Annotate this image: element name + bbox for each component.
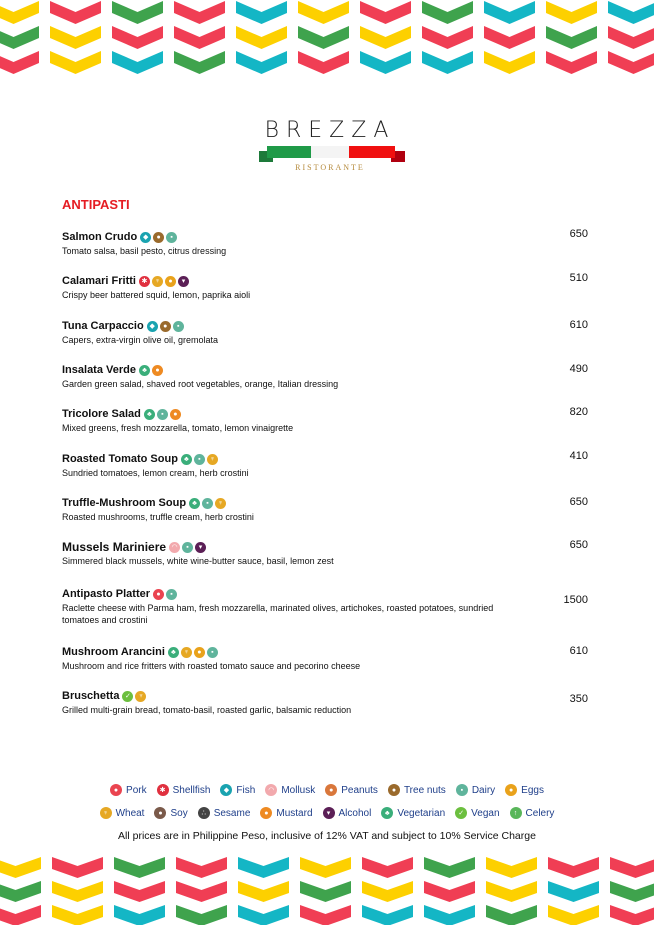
vegetarian-icon: ♣: [139, 365, 150, 376]
legend-entry-wheat: [100, 807, 145, 819]
item-description: Roasted mushrooms, truffle cream, herb crostini: [62, 512, 254, 522]
legend-label: Vegan: [471, 807, 500, 819]
item-price: 610: [569, 319, 588, 331]
chevron: [0, 857, 41, 878]
chevron: [114, 857, 165, 878]
chevron: [0, 905, 41, 925]
chevron: [52, 905, 103, 925]
item-price: 820: [569, 406, 588, 418]
legend-label: Soy: [170, 807, 188, 819]
vegan-icon: ✓: [455, 807, 467, 819]
item-name-row: [62, 645, 592, 659]
menu-item: [62, 452, 592, 479]
item-price: 650: [569, 539, 588, 551]
chevron: [486, 857, 537, 878]
chevron: [424, 857, 475, 878]
item-price: 610: [569, 645, 588, 657]
legend-entry-eggs: [505, 784, 544, 796]
chevron: [300, 857, 351, 878]
legend-entry-pork: [110, 784, 147, 796]
chevron: [610, 857, 654, 878]
eggs-icon: ●: [165, 276, 176, 287]
item-name-row: [62, 274, 592, 288]
item-description: Grilled multi-grain bread, tomato-basil, roasted garlic, balsamic reduction: [62, 705, 352, 715]
chevron: [0, 51, 39, 74]
chevron: [422, 1, 473, 24]
menu-item: [62, 496, 592, 523]
treenuts-icon: ●: [388, 784, 400, 796]
item-name: Tricolore Salad: [62, 408, 141, 420]
item-description: Garden green salad, shaved root vegetables, orange, Italian dressing: [62, 379, 339, 389]
item-name: Mussels Mariniere: [62, 540, 167, 554]
item-name-row: [62, 452, 592, 466]
section-title: ANTIPASTI: [62, 197, 130, 212]
mustard-icon: ●: [170, 409, 181, 420]
legend-entry-mollusk: [265, 784, 315, 796]
chevron: [422, 26, 473, 49]
chevron: [174, 26, 225, 49]
item-name: Mushroom Arancini: [62, 646, 165, 658]
allergen-legend-row: [0, 784, 654, 796]
chevron: [362, 881, 413, 902]
legend-entry-vegetarian: [381, 807, 445, 819]
legend-label: Tree nuts: [403, 784, 446, 796]
dairy-icon: ▪: [194, 454, 205, 465]
item-description: Simmered black mussels, white wine-butter sauce, basil, lemon zest: [62, 556, 334, 566]
vegetarian-icon: ♣: [144, 409, 155, 420]
chevron: [362, 905, 413, 925]
dairy-icon: ▪: [157, 409, 168, 420]
mustard-icon: ●: [260, 807, 272, 819]
mollusk-icon: ◠: [169, 542, 180, 553]
item-price: 1500: [563, 594, 588, 606]
mustard-icon: ●: [152, 365, 163, 376]
legend-entry-treenuts: [388, 784, 446, 796]
chevron: [114, 905, 165, 925]
shellfish-icon: ✱: [157, 784, 169, 796]
item-name: Bruschetta: [62, 690, 120, 702]
legend-entry-peanuts: [325, 784, 378, 796]
chevron: [424, 905, 475, 925]
vegan-icon: ✓: [122, 691, 133, 702]
legend-entry-sesame: [198, 807, 251, 819]
item-name-row: [62, 540, 592, 554]
item-description: Tomato salsa, basil pesto, citrus dressing: [62, 246, 227, 256]
chevron: [0, 26, 39, 49]
item-description: Capers, extra-virgin olive oil, gremolata: [62, 335, 219, 345]
alcohol-icon: ▾: [195, 542, 206, 553]
chevron: [176, 857, 227, 878]
legend-entry-soy: [154, 807, 187, 819]
chevron: [610, 881, 654, 902]
chevron: [174, 1, 225, 24]
chevron: [52, 857, 103, 878]
chevron: [112, 26, 163, 49]
wheat-icon: ♆: [152, 276, 163, 287]
chevron: [548, 881, 599, 902]
chevron: [484, 1, 535, 24]
legend-label: Shellfish: [172, 784, 211, 796]
legend-entry-dairy: [456, 784, 495, 796]
dairy-icon: ▪: [456, 784, 468, 796]
item-name-row: [62, 230, 592, 244]
legend-label: Pork: [126, 784, 147, 796]
item-price: 410: [569, 450, 588, 462]
mollusk-icon: ◠: [265, 784, 277, 796]
menu-item: [62, 645, 592, 672]
chevron: [0, 1, 39, 24]
item-name-row: [62, 407, 592, 421]
alcohol-icon: ▾: [178, 276, 189, 287]
celery-icon: ↑: [510, 807, 522, 819]
chevron: [174, 51, 225, 74]
chevron: [548, 905, 599, 925]
item-price: 350: [569, 693, 588, 705]
fish-icon: ◆: [140, 232, 151, 243]
item-name-row: [62, 496, 592, 510]
chevron: [548, 857, 599, 878]
menu-item: [62, 363, 592, 390]
chevron: [360, 26, 411, 49]
chevron: [608, 51, 654, 74]
item-name: Roasted Tomato Soup: [62, 453, 178, 465]
chevron: [608, 1, 654, 24]
chevron: [546, 1, 597, 24]
vegetarian-icon: ♣: [168, 647, 179, 658]
chevron: [238, 857, 289, 878]
legend-label: Fish: [236, 784, 256, 796]
chevron: [238, 881, 289, 902]
wheat-icon: ♆: [215, 498, 226, 509]
item-name: Truffle-Mushroom Soup: [62, 497, 187, 509]
fish-icon: ◆: [220, 784, 232, 796]
item-name: Antipasto Platter: [62, 588, 151, 600]
vegetarian-icon: ♣: [381, 807, 393, 819]
chevron: [50, 1, 101, 24]
chevron: [300, 881, 351, 902]
chevron: [546, 26, 597, 49]
chevron: [50, 26, 101, 49]
wheat-icon: ♆: [181, 647, 192, 658]
alcohol-icon: ▾: [323, 807, 335, 819]
eggs-icon: ●: [194, 647, 205, 658]
treenuts-icon: ●: [153, 232, 164, 243]
chevron: [360, 51, 411, 74]
price-note: All prices are in Philippine Peso, inclusive of 12% VAT and subject to 10% Service Charge: [118, 830, 536, 842]
chevron: [236, 51, 287, 74]
dairy-icon: ▪: [182, 542, 193, 553]
chevron: [236, 1, 287, 24]
chevron: [114, 881, 165, 902]
legend-label: Alcohol: [338, 807, 372, 819]
chevron: [50, 51, 101, 74]
chevron: [112, 1, 163, 24]
dairy-icon: ▪: [166, 232, 177, 243]
chevron: [422, 51, 473, 74]
menu-item: [62, 319, 592, 346]
item-price: 650: [569, 228, 588, 240]
chevron: [298, 26, 349, 49]
chevron: [298, 1, 349, 24]
menu-item: [62, 230, 592, 257]
wheat-icon: ♆: [135, 691, 146, 702]
chevron: [112, 51, 163, 74]
dairy-icon: ▪: [173, 321, 184, 332]
chevron: [176, 905, 227, 925]
sesame-icon: ∴: [198, 807, 210, 819]
chevron-pattern-bottom: [0, 852, 654, 925]
item-name: Salmon Crudo: [62, 231, 138, 243]
treenuts-icon: ●: [160, 321, 171, 332]
item-price: 490: [569, 363, 588, 375]
item-description: Raclette cheese with Parma ham, fresh mozzarella, marinated olives, artichokes, roasted potatoes, sundried tomatoes and crostini: [62, 603, 494, 625]
chevron: [236, 26, 287, 49]
brand-name: BREZZA: [264, 118, 396, 143]
dairy-icon: ▪: [202, 498, 213, 509]
item-name: Calamari Fritti: [62, 275, 136, 287]
chevron: [300, 905, 351, 925]
eggs-icon: ●: [505, 784, 517, 796]
item-name-row: [62, 319, 592, 333]
item-description: Mushroom and rice fritters with roasted tomato sauce and pecorino cheese: [62, 661, 361, 671]
dairy-icon: ▪: [207, 647, 218, 658]
menu-item: [62, 540, 592, 567]
dairy-icon: ▪: [166, 589, 177, 600]
legend-entry-shellfish: [157, 784, 211, 796]
legend-label: Peanuts: [341, 784, 378, 796]
item-description: Sundried tomatoes, lemon cream, herb crostini: [62, 468, 249, 478]
chevron: [484, 26, 535, 49]
vegetarian-icon: ♣: [181, 454, 192, 465]
peanuts-icon: ●: [325, 784, 337, 796]
item-name-row: [62, 689, 592, 703]
menu-item: [62, 587, 592, 626]
item-name: Insalata Verde: [62, 364, 136, 376]
soy-icon: ●: [154, 807, 166, 819]
item-name-row: [62, 363, 592, 377]
chevron: [298, 51, 349, 74]
chevron: [238, 905, 289, 925]
menu-item: [62, 689, 592, 716]
legend-label: Sesame: [213, 807, 251, 819]
chevron: [424, 881, 475, 902]
item-name-row: [62, 587, 592, 601]
legend-entry-mustard: [260, 807, 312, 819]
pork-icon: ●: [153, 589, 164, 600]
item-description: Crispy beer battered squid, lemon, paprika aioli: [62, 290, 251, 300]
chevron: [52, 881, 103, 902]
chevron: [0, 881, 41, 902]
item-price: 650: [569, 496, 588, 508]
chevron: [362, 857, 413, 878]
legend-label: Wheat: [115, 807, 145, 819]
legend-entry-celery: [510, 807, 555, 819]
legend-label: Mollusk: [281, 784, 316, 796]
fish-icon: ◆: [147, 321, 158, 332]
brand-logo: [255, 118, 405, 178]
item-price: 510: [569, 272, 588, 284]
legend-label: Eggs: [521, 784, 544, 796]
wheat-icon: ♆: [207, 454, 218, 465]
chevron-pattern-top: [0, 0, 654, 78]
vegetarian-icon: ♣: [189, 498, 200, 509]
legend-label: Dairy: [471, 784, 496, 796]
chevron: [360, 1, 411, 24]
legend-entry-vegan: [455, 807, 499, 819]
pork-icon: ●: [110, 784, 122, 796]
wheat-icon: ♆: [100, 807, 112, 819]
item-name: Tuna Carpaccio: [62, 320, 144, 332]
legend-entry-alcohol: [323, 807, 372, 819]
menu-item: [62, 407, 592, 434]
legend-entry-fish: [220, 784, 255, 796]
shellfish-icon: ✱: [139, 276, 150, 287]
brand-subtitle: RISTORANTE: [295, 163, 365, 172]
menu-item: [62, 274, 592, 301]
allergen-legend-row: [0, 807, 654, 819]
chevron: [486, 905, 537, 925]
chevron: [486, 881, 537, 902]
italian-flag-ribbon: [259, 146, 405, 164]
chevron: [484, 51, 535, 74]
legend-label: Mustard: [276, 807, 313, 819]
legend-label: Vegetarian: [397, 807, 446, 819]
chevron: [176, 881, 227, 902]
chevron: [610, 905, 654, 925]
legend-label: Celery: [525, 807, 555, 819]
chevron: [546, 51, 597, 74]
chevron: [608, 26, 654, 49]
item-description: Mixed greens, fresh mozzarella, tomato, lemon vinaigrette: [62, 423, 294, 433]
